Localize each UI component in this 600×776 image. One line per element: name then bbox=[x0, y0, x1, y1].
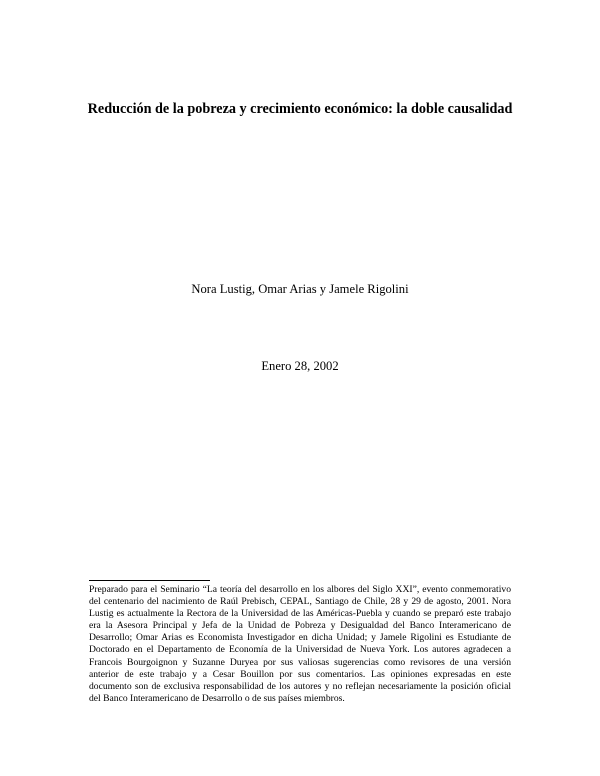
footnote-separator bbox=[89, 580, 210, 581]
footnote-line: Doctorado en el Departamento de Economía de la Universidad de Nueva York. Los autores agradecen a bbox=[89, 644, 511, 656]
footnote-line: anterior de este trabajo y a Cesar Bouillon por sus comentarios. Las opiniones expresadas en este bbox=[89, 668, 511, 680]
footnote-line: del centenario del nacimiento de Raúl Prebisch, CEPAL, Santiago de Chile, 28 y 29 de agosto, 2001. Nora bbox=[89, 596, 511, 608]
publication-date: Enero 28, 2002 bbox=[261, 359, 339, 373]
footnote-line: era la Asesora Principal y Jefa de la Unidad de Pobreza y Desigualdad del Banco Interamericano de bbox=[89, 620, 511, 632]
footnote-line: Preparado para el Seminario “La teoría del desarrollo en los albores del Siglo XXI”, evento conmemorativo bbox=[89, 584, 511, 595]
footnote-line: Desarrollo; Omar Arias es Economista Investigador en dicha Unidad; y Jamele Rigolini es Estudiante de bbox=[89, 632, 511, 644]
footnote-line: documento son de exclusiva responsabilidad de los autores y no reflejan necesariamente la posición oficial bbox=[89, 680, 511, 692]
author-list: Nora Lustig, Omar Arias y Jamele Rigolini bbox=[191, 282, 409, 296]
footnote-line: Lustig es actualmente la Rectora de la Universidad de las Américas-Puebla y cuando se preparó este trabajo bbox=[89, 608, 511, 620]
footnote bbox=[89, 584, 511, 705]
footnote-line: Francois Bourgoignon y Suzanne Duryea por sus valiosas sugerencias como revisores de una versión bbox=[89, 656, 511, 668]
paper-title: Reducción de la pobreza y crecimiento económico: la doble causalidad bbox=[87, 101, 513, 117]
footnote-line: del Banco Interamericano de Desarrollo o de sus países miembros. bbox=[89, 692, 345, 704]
